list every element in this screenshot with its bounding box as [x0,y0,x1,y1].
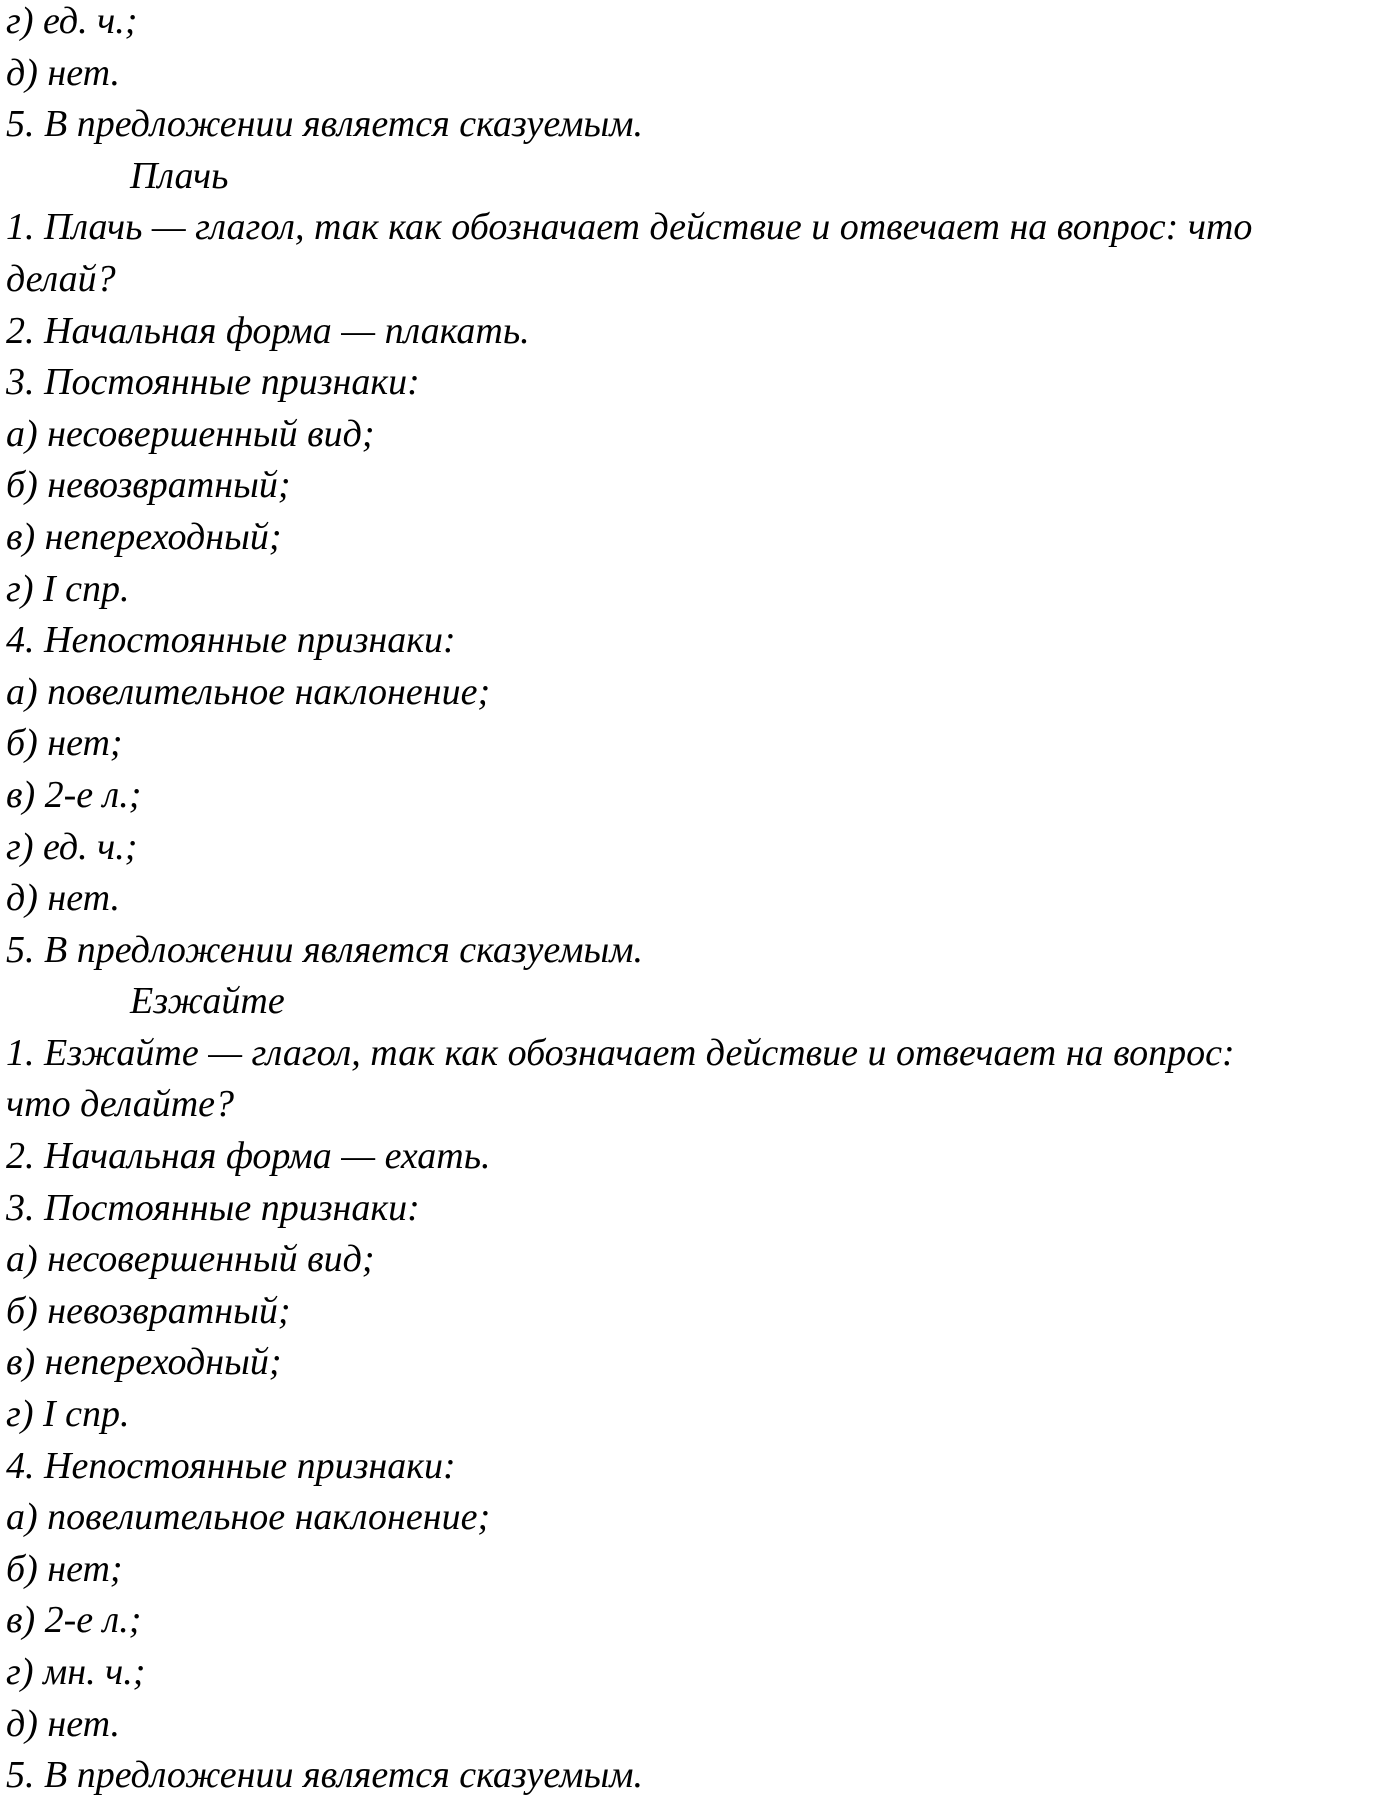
text-line: в) непереходный; [6,1341,282,1384]
text-line: г) ед. ч.; [6,0,138,42]
text-line: а) несовершенный вид; [6,1238,375,1281]
section-heading: Езжайте [130,980,285,1023]
text-line: г) мн. ч.; [6,1651,146,1693]
text-line: 1. Езжайте — глагол, так как обозначает действие и отвечает на вопрос: [6,1031,1235,1074]
text-line: а) повелительное наклонение; [6,1496,491,1539]
text-line: 3. Постоянные признаки: [6,1186,420,1229]
text-line: 3. Постоянные признаки: [6,361,420,404]
text-line: г) I спр. [6,1393,130,1436]
text-line: 5. В предложении является сказуемым. [6,103,644,146]
text-line: 1. Плачь — глагол, так как обозначает действие и отвечает на вопрос: что [6,206,1253,249]
text-line: 2. Начальная форма — плакать. [6,309,530,352]
section-heading: Плачь [130,154,229,197]
text-line: в) 2-е л.; [6,1599,142,1642]
document-body [6,0,1396,1802]
text-line: 2. Начальная форма — ехать. [6,1135,491,1178]
text-line: б) нет; [6,722,123,765]
text-line: д) нет. [6,877,120,920]
text-line: а) повелительное наклонение; [6,670,491,713]
text-line: 5. В предложении является сказуемым. [6,1754,644,1797]
text-line: в) непереходный; [6,515,282,558]
text-line: б) невозвратный; [6,1289,291,1332]
text-line: а) несовершенный вид; [6,412,375,455]
text-line: 4. Непостоянные признаки: [6,1444,456,1487]
text-line: делай? [6,257,116,300]
text-line: б) невозвратный; [6,464,291,507]
text-line: в) 2-е л.; [6,773,142,816]
text-line: д) нет. [6,51,120,94]
text-line: что делайте? [6,1083,235,1126]
text-line: 4. Непостоянные признаки: [6,619,456,662]
text-line: б) нет; [6,1547,123,1590]
text-line: г) I спр. [6,567,130,610]
text-line: г) ед. ч.; [6,825,138,868]
text-line: д) нет. [6,1702,120,1745]
text-line: 5. В предложении является сказуемым. [6,928,644,971]
